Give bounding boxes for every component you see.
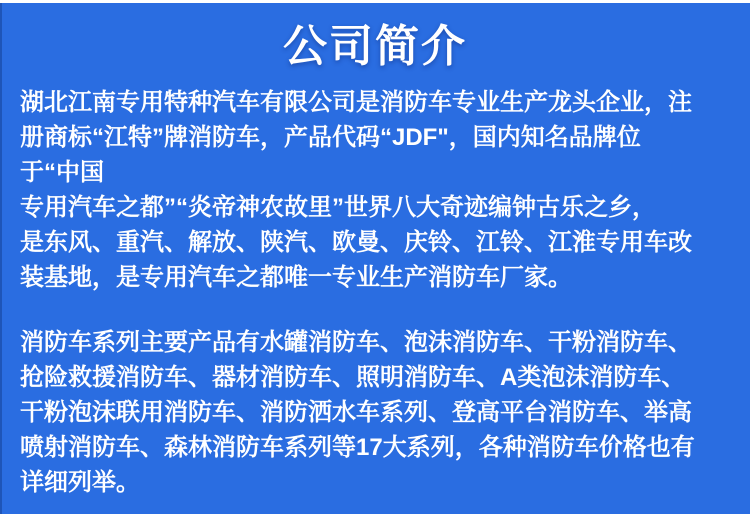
text-line: 详细列举。 — [20, 469, 140, 496]
text-line: 册商标“江特”牌消防车，产品代码“JDF"，国内知名品牌位 — [20, 124, 641, 151]
text-line: 装基地，是专用汽车之都唯一专业生产消防车厂家。 — [20, 264, 572, 291]
company-intro-panel — [0, 3, 750, 514]
product-series-paragraph — [20, 325, 730, 500]
text-line: 专用汽车之都”“炎帝神农故里”世界八大奇迹编钟古乐之乡， — [20, 194, 656, 221]
text-line: 是东风、重汽、解放、陕汽、欧曼、庆铃、江铃、江淮专用车改 — [20, 229, 692, 256]
text-line: 于“中国 — [20, 159, 104, 186]
page-title: 公司简介 — [283, 22, 467, 71]
text-line: 消防车系列主要产品有水罐消防车、泡沫消防车、干粉消防车、 — [20, 329, 692, 356]
text-line: 抢险救援消防车、器材消防车、照明消防车、A类泡沫消防车、 — [20, 364, 686, 391]
text-line: 湖北江南专用特种汽车有限公司是消防车专业生产龙头企业，注 — [20, 89, 692, 116]
company-intro-paragraph — [20, 85, 730, 295]
text-line: 干粉泡沫联用消防车、消防洒水车系列、登高平台消防车、举高 — [20, 399, 692, 426]
text-line: 喷射消防车、森林消防车系列等17大系列，各种消防车价格也有 — [20, 434, 695, 461]
